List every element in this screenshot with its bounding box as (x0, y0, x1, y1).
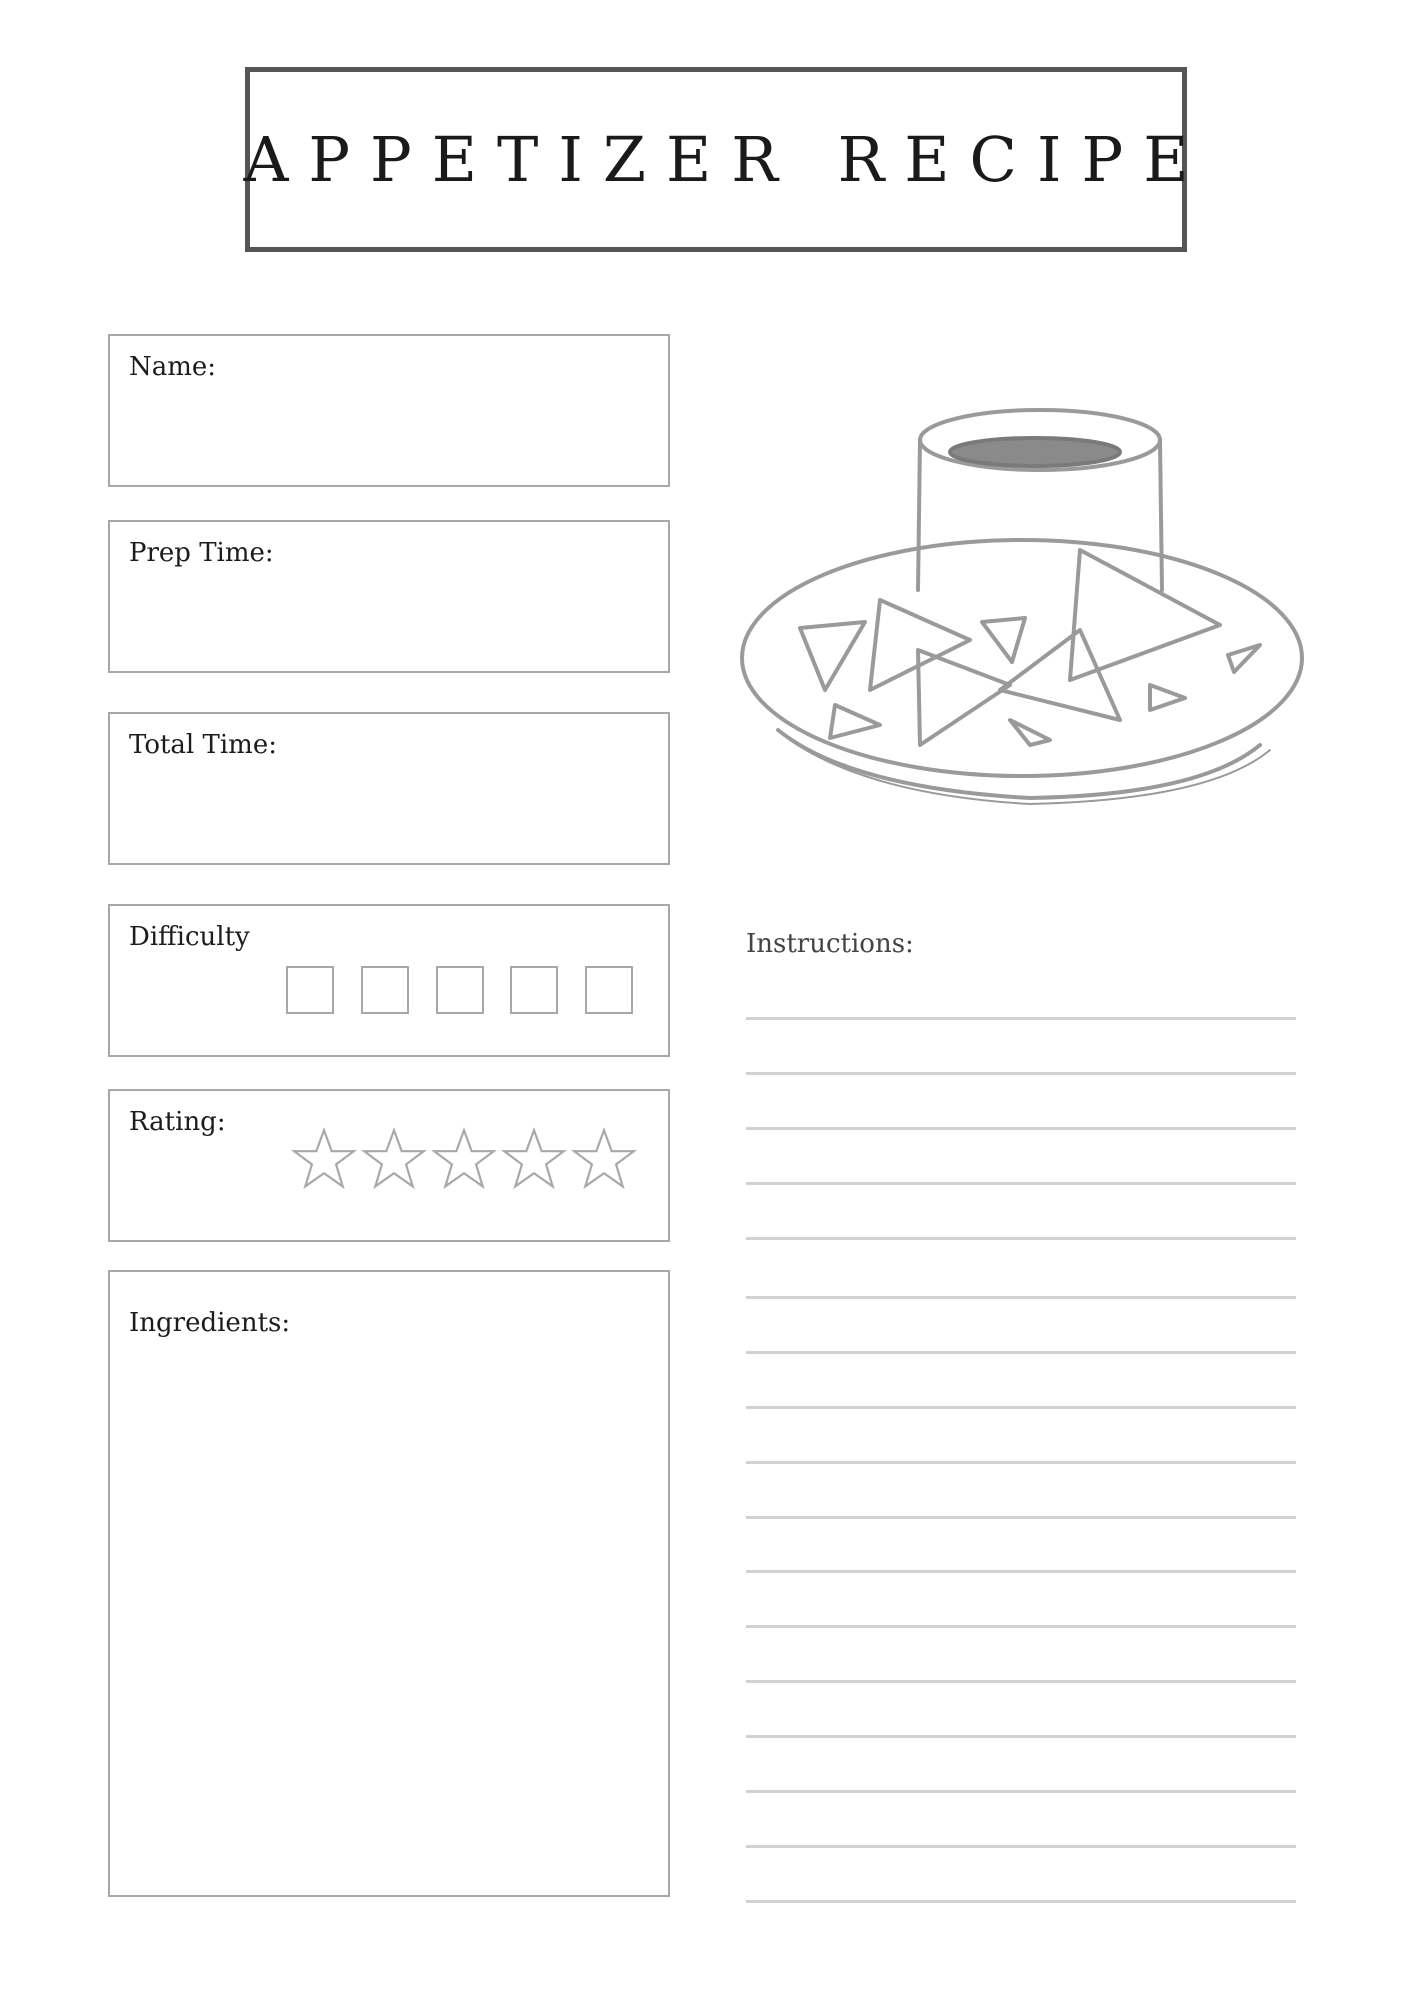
difficulty-box-3[interactable] (436, 966, 484, 1014)
name-label: Name: (129, 352, 217, 382)
instruction-line[interactable] (746, 1516, 1296, 1519)
ingredients-field[interactable] (108, 1270, 670, 1897)
instruction-line[interactable] (746, 1570, 1296, 1573)
star-icon[interactable] (291, 1127, 357, 1193)
instruction-line[interactable] (746, 1237, 1296, 1240)
star-icon[interactable] (571, 1127, 637, 1193)
name-field[interactable] (108, 334, 670, 487)
difficulty-box-1[interactable] (286, 966, 334, 1014)
difficulty-box-2[interactable] (361, 966, 409, 1014)
instruction-line[interactable] (746, 1790, 1296, 1793)
page-title: APPETIZER RECIPE (243, 123, 1209, 196)
difficulty-box-5[interactable] (585, 966, 633, 1014)
instruction-line[interactable] (746, 1680, 1296, 1683)
title-box (243, 67, 1209, 252)
total-time-label: Total Time: (129, 730, 277, 760)
ingredients-label: Ingredients: (129, 1308, 291, 1338)
total-time-field[interactable] (108, 712, 670, 865)
instruction-line[interactable] (746, 1900, 1296, 1903)
difficulty-label: Difficulty (129, 922, 250, 952)
difficulty-box-4[interactable] (510, 966, 558, 1014)
instruction-line[interactable] (746, 1072, 1296, 1075)
instruction-line[interactable] (746, 1461, 1296, 1464)
instruction-line[interactable] (746, 1735, 1296, 1738)
instruction-line[interactable] (746, 1845, 1296, 1848)
prep-time-label: Prep Time: (129, 538, 274, 568)
star-icon[interactable] (361, 1127, 427, 1193)
rating-field (108, 1089, 670, 1242)
star-icon[interactable] (501, 1127, 567, 1193)
difficulty-field (108, 904, 670, 1057)
star-icon[interactable] (431, 1127, 497, 1193)
prep-time-field[interactable] (108, 520, 670, 673)
instructions-label: Instructions: (746, 929, 914, 959)
instruction-line[interactable] (746, 1625, 1296, 1628)
chips-and-dip-icon (730, 400, 1310, 820)
instruction-line[interactable] (746, 1296, 1296, 1299)
instruction-line[interactable] (746, 1406, 1296, 1409)
instruction-line[interactable] (746, 1127, 1296, 1130)
rating-label: Rating: (129, 1107, 226, 1137)
instruction-line[interactable] (746, 1017, 1296, 1020)
instruction-line[interactable] (746, 1351, 1296, 1354)
instruction-line[interactable] (746, 1182, 1296, 1185)
